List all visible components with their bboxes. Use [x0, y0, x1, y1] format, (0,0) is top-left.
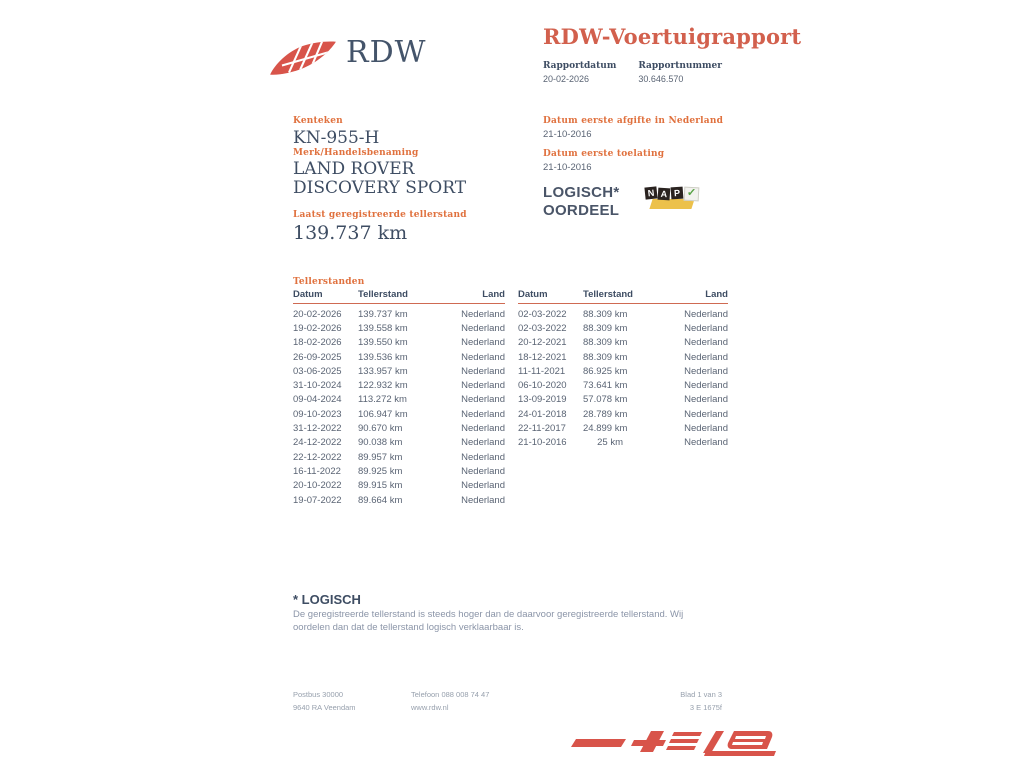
afgifte-label: Datum eerste afgifte in Nederland	[543, 116, 724, 126]
table-cell-land: Nederland	[461, 337, 505, 349]
rdw-logo-text: RDW	[346, 34, 427, 70]
table-row	[293, 393, 505, 407]
table-row	[293, 378, 505, 392]
merk-block	[293, 148, 466, 198]
table-cell-tellerstand: 88.309 km	[583, 337, 628, 349]
toelating-date: 21-10-2016	[543, 162, 592, 173]
kenteken-value: KN-955-H	[293, 128, 380, 148]
kenteken-block	[293, 116, 379, 148]
table-cell-land: Nederland	[684, 394, 728, 406]
page-footer	[293, 688, 722, 714]
table-cell-land: Nederland	[461, 423, 505, 435]
merk-line1: LAND ROVER	[293, 159, 415, 179]
table-cell-land: Nederland	[684, 365, 728, 377]
laatste-tellerstand-label: Laatst geregistreerde tellerstand	[293, 210, 467, 220]
afgifte-block	[543, 116, 723, 140]
table-row	[293, 450, 505, 464]
table-cell-datum: 18-12-2021	[518, 351, 567, 363]
col-header-tellerstand: Tellerstand	[358, 289, 408, 300]
merk-label: Merk/Handelsbenaming	[293, 148, 419, 158]
table-cell-tellerstand: 88.309 km	[583, 322, 628, 334]
table-cell-datum: 26-09-2025	[293, 351, 342, 363]
footer-row-2	[293, 701, 722, 714]
tellerstanden-table-right	[518, 289, 728, 450]
table-cell-tellerstand: 28.789 km	[583, 408, 628, 420]
report-date-label: Rapportdatum	[543, 61, 617, 71]
table-cell-datum: 02-03-2022	[518, 322, 567, 334]
table-cell-tellerstand: 89.925 km	[358, 465, 403, 477]
table-row	[518, 350, 728, 364]
table-cell-land: Nederland	[461, 351, 505, 363]
page-title: RDW-Voertuigrapport	[543, 24, 802, 49]
nap-logo	[645, 185, 701, 217]
table-cell-tellerstand: 57.078 km	[583, 394, 628, 406]
report-number-block	[638, 61, 722, 84]
table-cell-land: Nederland	[461, 380, 505, 392]
table-cell-tellerstand: 89.664 km	[358, 494, 403, 506]
footer-address-line2: 9640 RA Veendam	[293, 703, 356, 712]
table-cell-datum: 09-10-2023	[293, 408, 342, 420]
toelating-block	[543, 149, 664, 173]
table-cell-datum: 19-07-2022	[293, 494, 342, 506]
table-cell-land: Nederland	[461, 308, 505, 320]
footnote-title: * LOGISCH	[293, 592, 361, 607]
table-row	[293, 479, 505, 493]
table-row	[518, 436, 728, 450]
report-meta	[543, 61, 722, 84]
footer-form-code: 3 E 1675f	[689, 703, 722, 712]
table-row	[518, 421, 728, 435]
table-row	[518, 378, 728, 392]
table-row	[293, 307, 505, 321]
table-row	[293, 464, 505, 478]
table-row	[293, 350, 505, 364]
rdw-feather-icon	[268, 32, 338, 78]
table-cell-tellerstand: 25 km	[597, 437, 623, 449]
afgifte-date: 21-10-2016	[543, 129, 592, 140]
tellerstanden-section-label: Tellerstanden	[293, 277, 365, 287]
col-header-datum: Datum	[293, 289, 323, 300]
table-cell-datum: 09-04-2024	[293, 394, 342, 406]
toelating-label: Datum eerste toelating	[543, 149, 665, 159]
table-row	[293, 336, 505, 350]
table-row	[293, 321, 505, 335]
table-cell-land: Nederland	[461, 465, 505, 477]
table-cell-tellerstand: 113.272 km	[358, 394, 407, 406]
table-row	[293, 407, 505, 421]
table-cell-datum: 20-12-2021	[518, 337, 567, 349]
table-cell-tellerstand: 88.309 km	[583, 351, 628, 363]
table-cell-datum: 13-09-2019	[518, 394, 567, 406]
table-cell-land: Nederland	[461, 365, 505, 377]
table-cell-land: Nederland	[684, 308, 728, 320]
footer-phone: Telefoon 088 008 74 47	[411, 690, 490, 699]
kenteken-label: Kenteken	[293, 116, 343, 126]
table-cell-datum: 16-11-2022	[293, 465, 341, 477]
table-cell-land: Nederland	[684, 423, 728, 435]
table-cell-tellerstand: 139.558 km	[358, 322, 408, 334]
table-cell-datum: 11-11-2021	[518, 365, 566, 377]
laatste-tellerstand-block	[293, 210, 467, 244]
table-cell-land: Nederland	[684, 380, 728, 392]
table-cell-tellerstand: 133.957 km	[358, 365, 408, 377]
table-row	[293, 436, 505, 450]
table-body	[518, 304, 728, 450]
oordeel-line2: OORDEEL	[543, 202, 620, 219]
table-cell-land: Nederland	[684, 337, 728, 349]
tellerstanden-table-left	[293, 289, 505, 507]
table-cell-tellerstand: 139.536 km	[358, 351, 408, 363]
table-cell-datum: 03-06-2025	[293, 365, 342, 377]
nap-letter-a: A	[658, 188, 671, 201]
table-row	[518, 321, 728, 335]
table-row	[293, 421, 505, 435]
table-cell-tellerstand: 86.925 km	[583, 365, 628, 377]
report-number-label: Rapportnummer	[638, 61, 722, 71]
col-header-datum: Datum	[518, 289, 548, 300]
table-cell-datum: 24-12-2022	[293, 437, 342, 449]
table-cell-tellerstand: 122.932 km	[358, 380, 408, 392]
table-cell-datum: 22-12-2022	[293, 451, 342, 463]
table-cell-tellerstand: 106.947 km	[358, 408, 408, 420]
table-cell-land: Nederland	[684, 322, 728, 334]
table-cell-land: Nederland	[461, 480, 505, 492]
table-row	[518, 336, 728, 350]
table-cell-tellerstand: 139.737 km	[358, 308, 408, 320]
table-cell-land: Nederland	[461, 394, 505, 406]
oordeel-line1: LOGISCH*	[543, 184, 620, 201]
table-header	[518, 289, 728, 304]
merk-line2: DISCOVERY SPORT	[293, 178, 467, 198]
table-row	[293, 364, 505, 378]
table-cell-datum: 31-12-2022	[293, 423, 342, 435]
table-row	[518, 364, 728, 378]
footer-row-1	[293, 688, 722, 701]
rdw-logo	[268, 32, 426, 78]
table-cell-land: Nederland	[684, 408, 728, 420]
table-cell-datum: 20-02-2026	[293, 308, 342, 320]
report-date-block	[543, 61, 616, 84]
nap-letter-n: N	[644, 186, 657, 199]
oordeel-text	[543, 184, 620, 220]
table-row	[293, 493, 505, 507]
footer-website: www.rdw.nl	[411, 703, 449, 712]
table-cell-land: Nederland	[461, 437, 505, 449]
table-cell-tellerstand: 88.309 km	[583, 308, 628, 320]
table-row	[518, 307, 728, 321]
table-cell-datum: 31-10-2024	[293, 380, 342, 392]
table-cell-datum: 24-01-2018	[518, 408, 567, 420]
table-row	[518, 407, 728, 421]
footer-address-line1: Postbus 30000	[293, 690, 344, 699]
nap-letter-p: P	[671, 187, 684, 200]
table-cell-datum: 22-11-2017	[518, 423, 566, 435]
table-cell-tellerstand: 90.670 km	[358, 423, 403, 435]
footnote-text: De geregistreerde tellerstand is steeds hoger dan de daarvoor geregistreerde tellerstand. Wij oordelen dan dat de tellerstand logisch verklaarbaar is.	[293, 609, 684, 633]
table-cell-tellerstand: 73.641 km	[583, 380, 628, 392]
table-cell-datum: 06-10-2020	[518, 380, 567, 392]
table-cell-land: Nederland	[684, 437, 728, 449]
table-cell-tellerstand: 89.915 km	[358, 480, 403, 492]
table-cell-tellerstand: 89.957 km	[358, 451, 403, 463]
col-header-land: Land	[482, 289, 505, 300]
table-cell-datum: 02-03-2022	[518, 308, 567, 320]
table-cell-land: Nederland	[461, 408, 505, 420]
report-date-value: 20-02-2026	[543, 74, 590, 84]
table-cell-datum: 21-10-2016	[518, 437, 567, 449]
table-cell-tellerstand: 90.038 km	[358, 437, 403, 449]
laatste-tellerstand-value: 139.737 km	[293, 222, 408, 244]
nap-checkmark-icon: ✓	[684, 187, 700, 202]
table-cell-datum: 19-02-2026	[293, 322, 342, 334]
table-cell-datum: 18-02-2026	[293, 337, 342, 349]
table-cell-datum: 20-10-2022	[293, 480, 342, 492]
table-cell-land: Nederland	[461, 322, 505, 334]
table-row	[518, 393, 728, 407]
rdw-footer-graphic	[556, 729, 778, 757]
table-cell-tellerstand: 139.550 km	[358, 337, 408, 349]
nap-letters	[645, 187, 699, 201]
table-body	[293, 304, 505, 507]
report-number-value: 30.646.570	[638, 74, 684, 84]
table-cell-land: Nederland	[461, 451, 505, 463]
col-header-tellerstand: Tellerstand	[583, 289, 633, 300]
table-header	[293, 289, 505, 304]
footer-page-indicator: Blad 1 van 3	[680, 690, 722, 699]
table-cell-land: Nederland	[684, 351, 728, 363]
table-cell-land: Nederland	[461, 494, 505, 506]
col-header-land: Land	[705, 289, 728, 300]
table-cell-tellerstand: 24.899 km	[583, 423, 628, 435]
